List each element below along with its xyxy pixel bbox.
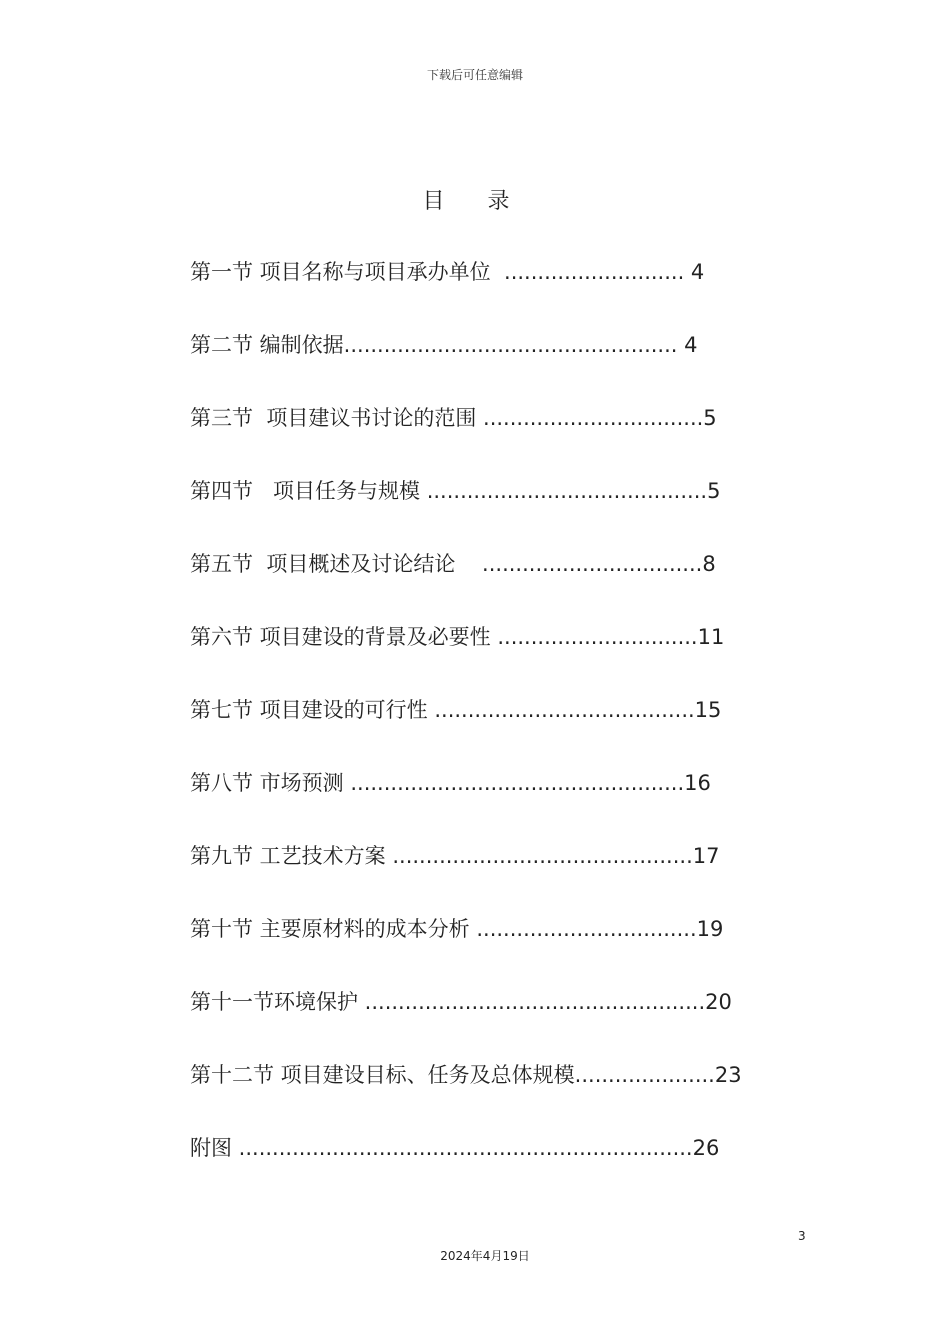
toc-entry-text: 第九节 工艺技术方案 .............................................17: [190, 844, 720, 868]
toc-entry[interactable]: [190, 252, 830, 325]
page-footer-date: 2024年4月19日: [440, 1249, 530, 1263]
toc-entry[interactable]: [190, 617, 830, 690]
page-number: 3: [798, 1229, 806, 1243]
toc-entry[interactable]: [190, 398, 830, 471]
toc-entry-text: 第二节 编制依据.................................................. 4: [190, 333, 698, 357]
toc-entry-text: 第八节 市场预测 ..................................................16: [190, 771, 711, 795]
toc-entry[interactable]: [190, 690, 830, 763]
toc-entry-text: 第一节 项目名称与项目承办单位 ........................... 4: [190, 260, 705, 284]
toc-entry[interactable]: [190, 909, 830, 982]
toc-entry[interactable]: [190, 836, 830, 909]
toc-entry[interactable]: [190, 325, 830, 398]
toc-entry-text: 第六节 项目建设的背景及必要性 ..............................11: [190, 625, 725, 649]
toc-entry-text: 第七节 项目建设的可行性 .......................................15: [190, 698, 722, 722]
toc-entry-text: 附图 ....................................................................26: [190, 1136, 720, 1160]
toc-entry-text: 第十二节 项目建设目标、任务及总体规模.....................23: [190, 1063, 742, 1087]
toc-entry[interactable]: [190, 982, 830, 1055]
table-of-contents: [190, 252, 830, 1201]
page-header: 下载后可任意编辑: [426, 68, 523, 82]
toc-entry-text: 第四节 项目任务与规模 ..........................................5: [190, 479, 721, 503]
toc-entry[interactable]: [190, 763, 830, 836]
toc-entry[interactable]: [190, 1055, 830, 1128]
toc-entry-text: 第三节 项目建议书讨论的范围 .................................5: [190, 406, 717, 430]
toc-entry[interactable]: [190, 1128, 830, 1201]
toc-entry-text: 第十节 主要原材料的成本分析 .................................19: [190, 917, 724, 941]
toc-entry[interactable]: [190, 544, 830, 617]
toc-entry[interactable]: [190, 471, 830, 544]
toc-title: 目 录: [422, 189, 528, 214]
toc-entry-text: 第十一节环境保护 ...................................................20: [190, 990, 732, 1014]
toc-entry-text: 第五节 项目概述及讨论结论 .................................8: [190, 552, 716, 576]
